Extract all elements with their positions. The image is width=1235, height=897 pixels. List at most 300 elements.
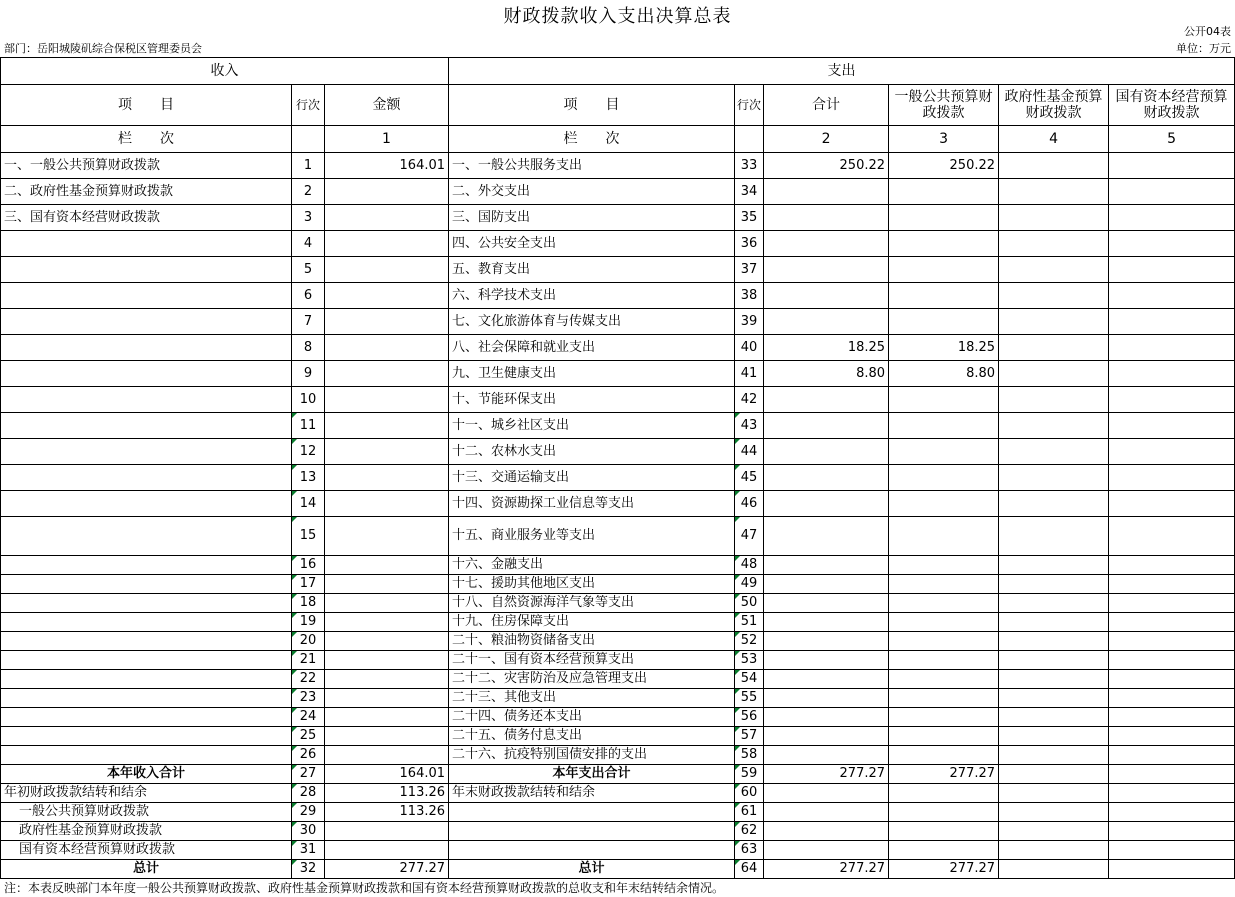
gov-fund-cell — [999, 361, 1109, 387]
cell-marker-icon — [292, 651, 297, 656]
income-line-no-cell — [292, 517, 325, 556]
table-row — [1, 283, 1235, 309]
income-line-no-cell-text: 14 — [299, 495, 317, 511]
income-line-no-cell — [292, 205, 325, 231]
state-capital-cell — [1109, 689, 1235, 708]
state-capital-cell — [1109, 153, 1235, 179]
cell-marker-icon — [735, 632, 740, 637]
expense-total-cell — [764, 594, 889, 613]
table-row — [1, 613, 1235, 632]
cell-marker-icon — [735, 803, 740, 808]
income-line-no-cell-text: 27 — [299, 766, 317, 781]
state-capital-cell — [1109, 413, 1235, 439]
expense-line-no-cell-text: 41 — [740, 365, 758, 381]
expense-item-cell-text: 十五、商业服务业等支出 — [452, 528, 596, 543]
expense-item-cell — [449, 689, 735, 708]
expense-line-no-cell — [735, 257, 764, 283]
income-line-no-cell-text: 11 — [299, 417, 317, 433]
income-amount-cell — [325, 632, 449, 651]
gov-fund-cell — [999, 594, 1109, 613]
amount-header: 金额 — [325, 85, 449, 126]
income-amount-cell — [325, 594, 449, 613]
expense-item-cell — [449, 594, 735, 613]
income-item-cell — [1, 491, 292, 517]
gov-fund-cell — [999, 746, 1109, 765]
state-capital-cell — [1109, 765, 1235, 784]
expense-total-cell — [764, 179, 889, 205]
income-line-no-cell-text: 26 — [299, 747, 317, 762]
expense-item-cell-text: 四、公共安全支出 — [452, 235, 557, 251]
expense-item-cell — [449, 283, 735, 309]
expense-item-cell-text: 二十一、国有资本经营预算支出 — [452, 652, 635, 667]
expense-line-no-cell — [735, 765, 764, 784]
income-amount-cell-text: 164.01 — [399, 157, 446, 173]
footnote: 注：本表反映部门本年度一般公共预算财政拨款、政府性基金预算财政拨款和国有资本经营预算财政拨款的总收支和年末结转结余情况。 — [4, 881, 725, 895]
income-amount-cell — [325, 387, 449, 413]
state-capital-cell — [1109, 439, 1235, 465]
income-item-cell — [1, 784, 292, 803]
income-amount-cell — [325, 413, 449, 439]
income-line-no-cell-text: 24 — [299, 709, 317, 724]
income-item-cell — [1, 179, 292, 205]
income-item-cell — [1, 860, 292, 879]
gov-fund-cell — [999, 613, 1109, 632]
general-budget-cell-text: 250.22 — [949, 157, 996, 173]
table-row — [1, 632, 1235, 651]
income-line-no-cell-text: 21 — [299, 652, 317, 667]
gov-fund-cell — [999, 309, 1109, 335]
expense-total-cell — [764, 613, 889, 632]
expense-line-no-cell — [735, 651, 764, 670]
income-item-cell — [1, 309, 292, 335]
col-4-label: 4 — [999, 126, 1109, 153]
table-row — [1, 231, 1235, 257]
expense-total-cell — [764, 517, 889, 556]
expense-line-no-cell-text: 53 — [740, 652, 758, 667]
table-row — [1, 803, 1235, 822]
general-budget-cell-text: 277.27 — [949, 766, 996, 781]
income-line-no-cell-text: 17 — [299, 576, 317, 591]
general-budget-cell — [889, 179, 999, 205]
income-line-no-cell-text: 5 — [303, 261, 313, 277]
expense-item-cell-text: 二十、粮油物资储备支出 — [452, 633, 596, 648]
income-amount-cell — [325, 205, 449, 231]
expense-item-header: 项 目 — [449, 85, 735, 126]
expense-line-no-cell-text: 47 — [740, 528, 758, 543]
income-amount-cell-text: 113.26 — [399, 785, 446, 800]
general-budget-cell — [889, 465, 999, 491]
expense-item-cell — [449, 257, 735, 283]
gov-fund-cell — [999, 803, 1109, 822]
col-1-label: 1 — [325, 126, 449, 153]
expense-item-cell — [449, 803, 735, 822]
income-line-no-cell-text: 25 — [299, 728, 317, 743]
expense-item-cell — [449, 179, 735, 205]
expense-line-no-cell-text: 35 — [740, 209, 758, 225]
income-item-cell-text: 一般公共预算财政拨款 — [19, 804, 150, 819]
expense-total-cell — [764, 491, 889, 517]
expense-item-cell-text: 十七、援助其他地区支出 — [452, 576, 596, 591]
expense-line-no-cell-text: 57 — [740, 728, 758, 743]
cell-marker-icon — [735, 822, 740, 827]
cell-marker-icon — [735, 517, 740, 522]
income-item-cell — [1, 439, 292, 465]
gov-fund-cell — [999, 651, 1109, 670]
cell-marker-icon — [292, 727, 297, 732]
expense-line-no-cell — [735, 335, 764, 361]
income-item-cell — [1, 841, 292, 860]
expense-line-no-cell-text: 46 — [740, 495, 758, 511]
income-line-no-cell — [292, 257, 325, 283]
general-budget-cell — [889, 413, 999, 439]
cell-marker-icon — [292, 556, 297, 561]
table-row — [1, 594, 1235, 613]
expense-line-no-cell — [735, 689, 764, 708]
gov-fund-cell — [999, 387, 1109, 413]
expense-item-cell-text: 二十四、债务还本支出 — [452, 709, 583, 724]
gov-fund-cell — [999, 335, 1109, 361]
expense-item-cell-text: 五、教育支出 — [452, 261, 531, 277]
expense-total-cell-text: 250.22 — [839, 157, 886, 173]
expense-item-cell — [449, 708, 735, 727]
expense-total-cell — [764, 439, 889, 465]
department-label: 部门：岳阳城陵矶综合保税区管理委员会 — [4, 42, 202, 55]
expense-item-cell-text: 年末财政拨款结转和结余 — [452, 785, 596, 800]
cell-marker-icon — [292, 708, 297, 713]
income-line-no-cell-text: 1 — [303, 157, 313, 173]
state-capital-cell — [1109, 727, 1235, 746]
expense-total-cell — [764, 387, 889, 413]
expense-line-no-cell — [735, 361, 764, 387]
income-item-cell — [1, 465, 292, 491]
expense-item-cell-text: 二十六、抗疫特别国债安排的支出 — [452, 747, 648, 762]
income-line-no-cell-text: 19 — [299, 614, 317, 629]
expense-line-no-cell-text: 37 — [740, 261, 758, 277]
state-capital-cell — [1109, 860, 1235, 879]
income-item-cell — [1, 556, 292, 575]
expense-line-no-cell — [735, 670, 764, 689]
income-item-cell — [1, 361, 292, 387]
general-budget-cell-text: 277.27 — [949, 861, 996, 876]
expense-line-no-cell — [735, 594, 764, 613]
state-capital-cell — [1109, 746, 1235, 765]
state-capital-cell — [1109, 575, 1235, 594]
table-row — [1, 670, 1235, 689]
income-line-no-cell — [292, 309, 325, 335]
expense-item-cell — [449, 205, 735, 231]
expense-item-cell-text: 十六、金融支出 — [452, 557, 544, 572]
general-budget-cell — [889, 613, 999, 632]
gov-fund-cell — [999, 491, 1109, 517]
expense-total-cell — [764, 632, 889, 651]
expense-item-cell-text: 十、节能环保支出 — [452, 391, 557, 407]
table-row — [1, 309, 1235, 335]
income-line-no-cell — [292, 387, 325, 413]
cell-marker-icon — [292, 841, 297, 846]
table-row — [1, 361, 1235, 387]
expense-line-no-cell — [735, 231, 764, 257]
income-line-no-cell-text: 9 — [303, 365, 313, 381]
expense-total-cell — [764, 283, 889, 309]
general-budget-cell — [889, 708, 999, 727]
expense-total-cell — [764, 651, 889, 670]
expense-line-no-cell — [735, 632, 764, 651]
expense-line-no-cell-text: 34 — [740, 183, 758, 199]
expense-total-cell — [764, 153, 889, 179]
table-row — [1, 387, 1235, 413]
expense-line-no-cell — [735, 727, 764, 746]
table-row — [1, 651, 1235, 670]
gov-fund-cell — [999, 257, 1109, 283]
income-item-cell — [1, 651, 292, 670]
expense-item-cell — [449, 491, 735, 517]
state-capital-cell — [1109, 803, 1235, 822]
gov-fund-cell — [999, 765, 1109, 784]
expense-item-cell — [449, 153, 735, 179]
income-amount-cell — [325, 361, 449, 387]
expense-line-no-cell — [735, 860, 764, 879]
expense-total-cell-text: 277.27 — [839, 766, 886, 781]
income-line-no-cell — [292, 689, 325, 708]
state-capital-cell — [1109, 841, 1235, 860]
expense-total-cell — [764, 670, 889, 689]
total-header: 合计 — [764, 85, 889, 126]
expense-total-cell-text: 18.25 — [847, 339, 886, 355]
cell-marker-icon — [292, 439, 297, 444]
expense-total-cell — [764, 746, 889, 765]
expense-line-no-cell-text: 61 — [740, 804, 758, 819]
income-item-cell-text: 本年收入合计 — [106, 766, 185, 781]
income-amount-cell-text: 164.01 — [399, 766, 446, 781]
income-line-no-cell-text: 31 — [299, 842, 317, 857]
expense-total-cell — [764, 231, 889, 257]
gov-fund-cell — [999, 439, 1109, 465]
expense-line-no-cell-text: 38 — [740, 287, 758, 303]
general-budget-cell — [889, 594, 999, 613]
income-line-no-cell-text: 13 — [299, 469, 317, 485]
income-item-cell — [1, 257, 292, 283]
gov-fund-header: 政府性基金预算财政拨款 — [999, 85, 1109, 126]
income-line-no-cell — [292, 765, 325, 784]
expense-line-no-cell-text: 48 — [740, 557, 758, 572]
income-amount-cell — [325, 283, 449, 309]
income-amount-cell — [325, 860, 449, 879]
expense-line-no-cell — [735, 413, 764, 439]
income-line-no-cell — [292, 803, 325, 822]
income-line-no-cell-text: 12 — [299, 443, 317, 459]
cell-marker-icon — [735, 670, 740, 675]
table-row — [1, 413, 1235, 439]
income-item-cell — [1, 670, 292, 689]
income-item-cell — [1, 765, 292, 784]
expense-line-no-cell — [735, 491, 764, 517]
state-capital-cell — [1109, 335, 1235, 361]
general-budget-cell-text: 18.25 — [957, 339, 996, 355]
income-amount-cell — [325, 803, 449, 822]
table-row — [1, 708, 1235, 727]
general-budget-cell — [889, 309, 999, 335]
state-capital-cell — [1109, 387, 1235, 413]
expense-line-no-cell-text: 63 — [740, 842, 758, 857]
cell-marker-icon — [735, 708, 740, 713]
general-budget-cell — [889, 335, 999, 361]
income-line-no-cell — [292, 556, 325, 575]
expense-item-cell — [449, 575, 735, 594]
expense-item-cell — [449, 765, 735, 784]
general-budget-cell-text: 8.80 — [966, 365, 996, 381]
expense-line-no-cell — [735, 439, 764, 465]
cell-marker-icon — [292, 632, 297, 637]
gov-fund-cell — [999, 413, 1109, 439]
general-budget-cell — [889, 841, 999, 860]
general-budget-cell — [889, 517, 999, 556]
table-row — [1, 556, 1235, 575]
state-capital-cell — [1109, 632, 1235, 651]
expense-line-no-cell-text: 62 — [740, 823, 758, 838]
income-line-no-cell — [292, 439, 325, 465]
income-amount-cell — [325, 727, 449, 746]
table-row — [1, 517, 1235, 556]
col-5-label: 5 — [1109, 126, 1235, 153]
state-capital-cell — [1109, 594, 1235, 613]
expense-item-cell-text: 二十二、灾害防治及应急管理支出 — [452, 671, 648, 686]
income-line-no-cell — [292, 670, 325, 689]
general-budget-cell — [889, 231, 999, 257]
expense-item-cell — [449, 335, 735, 361]
income-line-no-cell-text: 22 — [299, 671, 317, 686]
income-line-no-cell — [292, 594, 325, 613]
income-line-no-cell — [292, 231, 325, 257]
cell-marker-icon — [292, 803, 297, 808]
general-budget-cell — [889, 727, 999, 746]
state-capital-cell — [1109, 491, 1235, 517]
expense-total-cell — [764, 765, 889, 784]
table-row — [1, 746, 1235, 765]
expense-section-header: 支出 — [449, 58, 1235, 85]
income-line-no-cell — [292, 632, 325, 651]
cell-marker-icon — [735, 651, 740, 656]
expense-line-no-cell — [735, 517, 764, 556]
income-line-no-cell-text: 7 — [303, 313, 313, 329]
table-row — [1, 205, 1235, 231]
gov-fund-cell — [999, 153, 1109, 179]
expense-item-cell-text: 七、文化旅游体育与传媒支出 — [452, 313, 622, 329]
income-col-label: 栏 次 — [1, 126, 292, 153]
expense-total-cell — [764, 727, 889, 746]
cell-marker-icon — [735, 439, 740, 444]
income-item-cell — [1, 517, 292, 556]
gov-fund-cell — [999, 205, 1109, 231]
cell-marker-icon — [735, 491, 740, 496]
expense-item-cell-text: 总计 — [578, 861, 605, 876]
state-capital-cell — [1109, 613, 1235, 632]
expense-item-cell — [449, 651, 735, 670]
expense-total-cell — [764, 309, 889, 335]
general-budget-cell — [889, 153, 999, 179]
expense-item-cell — [449, 670, 735, 689]
cell-marker-icon — [735, 727, 740, 732]
income-line-no-cell-text: 29 — [299, 804, 317, 819]
state-capital-cell — [1109, 651, 1235, 670]
income-amount-cell — [325, 822, 449, 841]
general-budget-cell — [889, 803, 999, 822]
cell-marker-icon — [292, 517, 297, 522]
income-item-cell — [1, 708, 292, 727]
state-capital-cell — [1109, 517, 1235, 556]
state-capital-cell — [1109, 361, 1235, 387]
expense-total-cell — [764, 556, 889, 575]
cell-marker-icon — [292, 594, 297, 599]
expense-total-cell — [764, 841, 889, 860]
expense-total-cell — [764, 575, 889, 594]
income-item-cell — [1, 387, 292, 413]
cell-marker-icon — [735, 860, 740, 865]
cell-marker-icon — [292, 465, 297, 470]
general-budget-cell — [889, 387, 999, 413]
expense-row-no-header: 行次 — [735, 85, 764, 126]
income-line-no-cell-text: 23 — [299, 690, 317, 705]
income-amount-cell — [325, 689, 449, 708]
table-row — [1, 257, 1235, 283]
expense-line-no-cell-text: 45 — [740, 469, 758, 485]
income-amount-cell — [325, 670, 449, 689]
expense-item-cell — [449, 309, 735, 335]
income-item-cell-text: 三、国有资本经营财政拨款 — [4, 209, 161, 225]
cell-marker-icon — [735, 784, 740, 789]
expense-line-no-cell-text: 56 — [740, 709, 758, 724]
income-amount-cell — [325, 784, 449, 803]
table-row — [1, 689, 1235, 708]
expense-total-cell — [764, 257, 889, 283]
state-capital-cell — [1109, 670, 1235, 689]
expense-line-no-cell — [735, 179, 764, 205]
expense-total-cell — [764, 803, 889, 822]
state-capital-cell — [1109, 257, 1235, 283]
general-budget-cell — [889, 784, 999, 803]
expense-line-no-cell — [735, 708, 764, 727]
gov-fund-cell — [999, 179, 1109, 205]
expense-item-cell — [449, 465, 735, 491]
table-row — [1, 765, 1235, 784]
expense-line-no-cell-text: 55 — [740, 690, 758, 705]
income-item-cell-text: 二、政府性基金预算财政拨款 — [4, 183, 174, 199]
state-capital-cell — [1109, 784, 1235, 803]
report-title: 财政拨款收入支出决算总表 — [503, 6, 732, 27]
income-item-cell — [1, 205, 292, 231]
income-amount-cell-text: 113.26 — [399, 804, 446, 819]
income-line-no-cell — [292, 413, 325, 439]
expense-line-no-cell-text: 43 — [740, 417, 758, 433]
income-line-no-cell — [292, 613, 325, 632]
table-row — [1, 727, 1235, 746]
general-budget-cell — [889, 439, 999, 465]
income-line-no-cell-text: 15 — [299, 528, 317, 543]
general-budget-cell — [889, 689, 999, 708]
income-item-cell — [1, 335, 292, 361]
general-budget-cell — [889, 746, 999, 765]
income-amount-cell — [325, 841, 449, 860]
income-amount-cell — [325, 575, 449, 594]
fiscal-summary-table — [0, 57, 1235, 879]
cell-marker-icon — [292, 491, 297, 496]
income-line-no-cell — [292, 822, 325, 841]
expense-total-cell — [764, 784, 889, 803]
income-line-no-cell — [292, 335, 325, 361]
cell-marker-icon — [292, 784, 297, 789]
income-amount-cell — [325, 309, 449, 335]
income-item-cell — [1, 575, 292, 594]
gov-fund-cell — [999, 465, 1109, 491]
